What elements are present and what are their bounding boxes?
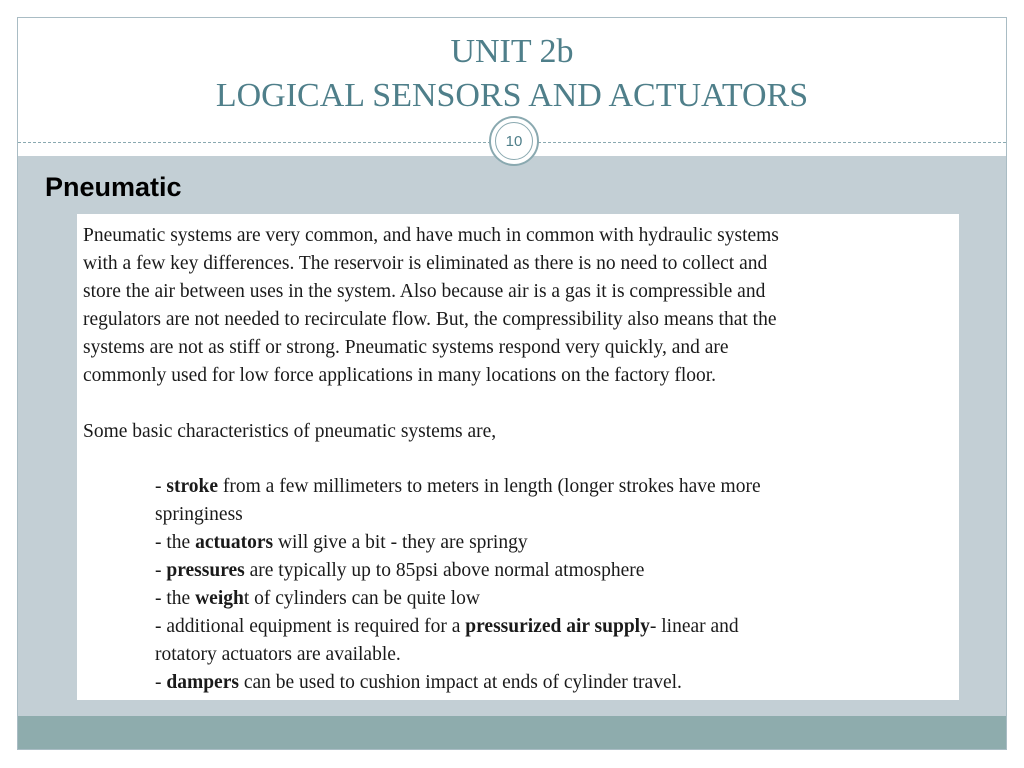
paragraph-line: systems are not as stiff or strong. Pneumatic systems respond very quickly, and are xyxy=(83,337,729,358)
item-text: - additional equipment is required for a xyxy=(155,616,466,637)
paragraph-line: Pneumatic systems are very common, and have much in common with hydraulic systems xyxy=(83,225,779,246)
list-item xyxy=(155,641,953,669)
item-keyword: weigh xyxy=(195,588,244,609)
item-keyword: actuators xyxy=(195,532,274,553)
item-text: rotatory actuators are available. xyxy=(155,644,401,665)
item-keyword: pressurized air supply xyxy=(465,616,650,637)
item-text: - xyxy=(155,560,167,581)
item-text: t of cylinders can be quite low xyxy=(243,588,480,609)
list-item xyxy=(155,501,953,529)
list-item xyxy=(155,529,953,557)
footer-bar xyxy=(18,716,1006,749)
item-text: from a few millimeters to meters in length (longer strokes have more xyxy=(218,476,761,497)
section-heading: Pneumatic xyxy=(45,172,182,202)
paragraph-line: with a few key differences. The reservoir is eliminated as there is no need to collect and xyxy=(83,253,768,274)
paragraph-line: regulators are not needed to recirculate flow. But, the compressibility also means that the xyxy=(83,309,777,330)
characteristics-list xyxy=(83,473,953,697)
list-item xyxy=(155,613,953,641)
item-text: will give a bit - they are springy xyxy=(273,532,528,553)
list-item xyxy=(155,669,953,697)
title-line-1: UNIT 2b xyxy=(450,33,574,70)
item-text: can be used to cushion impact at ends of cylinder travel. xyxy=(238,672,682,693)
characteristics-intro: Some basic characteristics of pneumatic systems are, xyxy=(83,421,497,442)
item-keyword: pressures xyxy=(166,560,245,581)
item-keyword: dampers xyxy=(166,672,239,693)
paragraph-line: store the air between uses in the system. Also because air is a gas it is compressible and xyxy=(83,281,766,302)
item-text: - xyxy=(155,476,167,497)
list-item xyxy=(155,585,953,613)
description-paragraph xyxy=(83,222,953,390)
list-item xyxy=(155,557,953,585)
item-text: springiness xyxy=(155,504,243,525)
item-text: - xyxy=(155,672,167,693)
item-keyword: stroke xyxy=(166,476,219,497)
item-text: - linear and xyxy=(649,616,739,637)
page-number: 10 xyxy=(495,122,533,160)
item-text: - the xyxy=(155,588,196,609)
paragraph-line: commonly used for low force applications in many locations on the factory floor. xyxy=(83,365,717,386)
title-line-2: LOGICAL SENSORS AND ACTUATORS xyxy=(215,77,809,114)
slide-title xyxy=(0,30,1024,118)
page-number-badge xyxy=(489,116,539,166)
list-item xyxy=(155,473,953,501)
item-text: are typically up to 85psi above normal atmosphere xyxy=(244,560,645,581)
content-textbox xyxy=(77,214,959,700)
item-text: - the xyxy=(155,532,196,553)
